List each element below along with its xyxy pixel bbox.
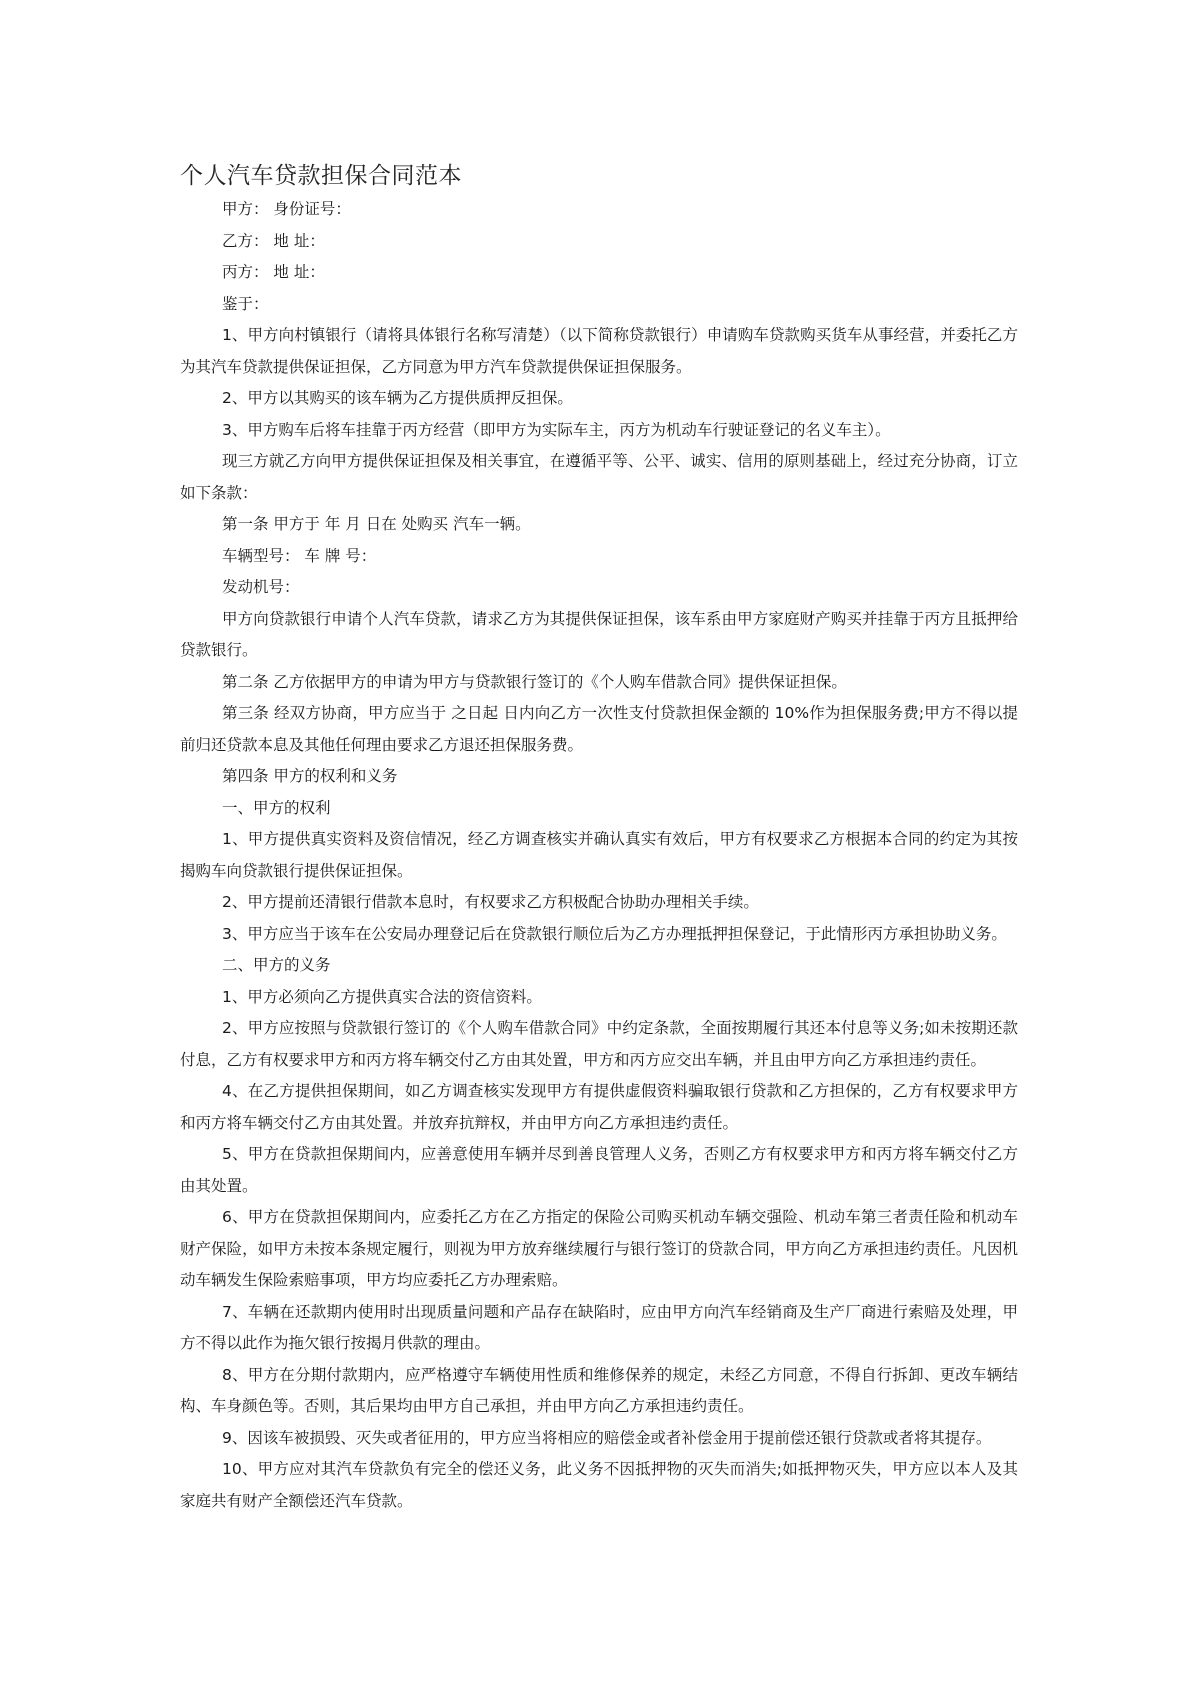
- paragraph-whereas: 鉴于：: [222, 294, 269, 313]
- paragraph-vehicle-model: 车辆型号： 车 牌 号：: [222, 546, 377, 565]
- paragraph-engine-number: 发动机号：: [222, 578, 300, 596]
- paragraph-party-a: 甲方： 身份证号：: [222, 200, 351, 218]
- paragraph-article-1: 第一条 甲方于 年 月 日在 处购买 汽车一辆。: [222, 515, 531, 533]
- paragraph-obligation-7: 7、车辆在还款期内使用时出现质量问题和产品存在缺陷时，应由甲方向汽车经销商及生产厂商进行索赔及处理，甲方不得以此作为拖欠银行按揭月供款的理由。: [180, 1302, 1018, 1352]
- paragraph-obligation-6: 6、甲方在贷款担保期间内，应委托乙方在乙方指定的保险公司购买机动车辆交强险、机动车第三者责任险和机动车财产保险，如甲方未按本条规定履行，则视为甲方放弃继续履行与银行签订的贷款合同，甲方向乙方承担违约责任。凡因机动车辆发生保险索赔事项，甲方均应委托乙方办理索赔。: [180, 1208, 1018, 1289]
- paragraph-obligation-2: 2、甲方应按照与贷款银行签订的《个人购车借款合同》中约定条款，全面按期履行其还本付息等义务;如未按期还款付息，乙方有权要求甲方和丙方将车辆交付乙方由其处置，甲方和丙方应交出车辆，并且由甲方向乙方承担违约责任。: [180, 1019, 1018, 1069]
- paragraph-recital-3: 3、甲方购车后将车挂靠于丙方经营（即甲方为实际车主，丙方为机动车行驶证登记的名义车主）。: [222, 420, 891, 439]
- paragraph-agreement-intro: 现三方就乙方向甲方提供保证担保及相关事宜，在遵循平等、公平、诚实、信用的原则基础上，经过充分协商，订立如下条款：: [180, 452, 1018, 502]
- paragraph-article-4-heading: 第四条 甲方的权利和义务: [222, 767, 398, 785]
- paragraph-recital-1: 1、甲方向村镇银行（请将具体银行名称写清楚）（以下简称贷款银行）申请购车贷款购买货车从事经营，并委托乙方为其汽车贷款提供保证担保，乙方同意为甲方汽车贷款提供保证担保服务。: [180, 326, 1018, 376]
- paragraph-article-3: 第三条 经双方协商，甲方应当于 之日起 日内向乙方一次性支付贷款担保金额的 10%作为担保服务费;甲方不得以提前归还贷款本息及其他任何理由要求乙方退还担保服务费。: [180, 704, 1018, 754]
- paragraph-obligations-heading: 二、甲方的义务: [222, 956, 331, 974]
- paragraph-party-b: 乙方： 地 址：: [222, 231, 325, 250]
- paragraph-rights-heading: 一、甲方的权利: [222, 798, 331, 817]
- paragraph-right-1: 1、甲方提供真实资料及资信情况，经乙方调查核实并确认真实有效后，甲方有权要求乙方根据本合同的约定为其按揭购车向贷款银行提供保证担保。: [180, 830, 1018, 880]
- paragraph-obligation-8: 8、甲方在分期付款期内，应严格遵守车辆使用性质和维修保养的规定，未经乙方同意，不得自行拆卸、更改车辆结构、车身颜色等。否则，其后果均由甲方自己承担，并由甲方向乙方承担违约责任。: [180, 1365, 1018, 1415]
- paragraph-right-2: 2、甲方提前还清银行借款本息时，有权要求乙方积极配合协助办理相关手续。: [222, 893, 759, 911]
- document-body: [180, 194, 1018, 1517]
- paragraph-article-2: 第二条 乙方依据甲方的申请为甲方与贷款银行签订的《个人购车借款合同》提供保证担保。: [222, 672, 847, 691]
- paragraph-recital-2: 2、甲方以其购买的该车辆为乙方提供质押反担保。: [222, 389, 573, 407]
- paragraph-obligation-5: 5、甲方在贷款担保期间内，应善意使用车辆并尽到善良管理人义务，否则乙方有权要求甲方和丙方将车辆交付乙方由其处置。: [180, 1145, 1018, 1195]
- paragraph-loan-request: 甲方向贷款银行申请个人汽车贷款，请求乙方为其提供保证担保，该车系由甲方家庭财产购买并挂靠于丙方且抵押给贷款银行。: [180, 609, 1018, 659]
- paragraph-obligation-10: 10、甲方应对其汽车贷款负有完全的偿还义务，此义务不因抵押物的灭失而消失;如抵押物灭失，甲方应以本人及其家庭共有财产全额偿还汽车贷款。: [180, 1460, 1018, 1510]
- document-title: 个人汽车贷款担保合同范本: [180, 163, 462, 189]
- paragraph-right-3: 3、甲方应当于该车在公安局办理登记后在贷款银行顺位后为乙方办理抵押担保登记，于此情形丙方承担协助义务。: [222, 924, 1007, 943]
- paragraph-obligation-1: 1、甲方必须向乙方提供真实合法的资信资料。: [222, 987, 542, 1006]
- paragraph-obligation-9: 9、因该车被损毁、灭失或者征用的，甲方应当将相应的赔偿金或者补偿金用于提前偿还银行贷款或者将其提存。: [222, 1428, 992, 1447]
- paragraph-obligation-4: 4、在乙方提供担保期间，如乙方调查核实发现甲方有提供虚假资料骗取银行贷款和乙方担保的，乙方有权要求甲方和丙方将车辆交付乙方由其处置。并放弃抗辩权，并由甲方向乙方承担违约责任。: [180, 1082, 1018, 1132]
- paragraph-party-c: 丙方： 地 址：: [222, 263, 325, 281]
